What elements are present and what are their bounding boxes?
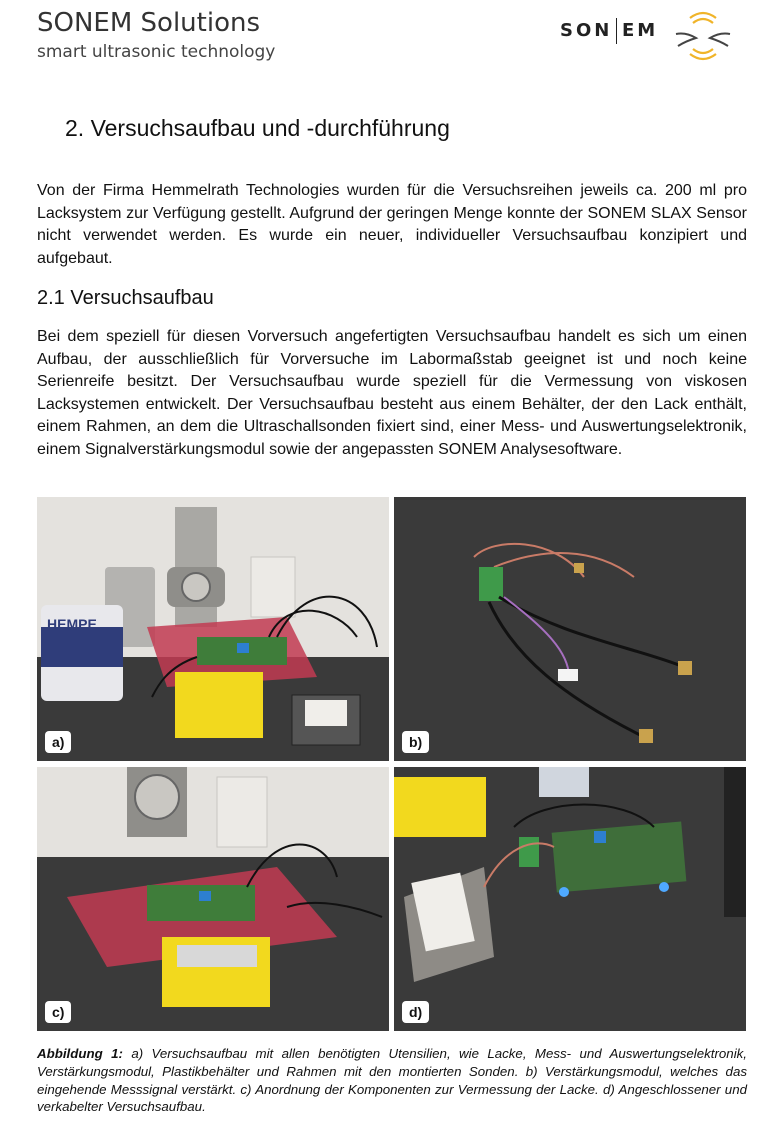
subsection-paragraph: Bei dem speziell für diesen Vorversuch angefertigten Versuchsaufbau handelt es sich um einen Aufbau, der ausschließlich für Vorversuche im Labormaßstab geeignet ist und noch keine Serienreife besitzt. Der Versuchsaufbau wurde speziell für die Vermessung von viskosen Lacksystemen entwickelt. Der Versuchsaufbau besteht aus einem Behälter, der den Lack enthält, einem Rahmen, an dem die Ultraschallsonden fixiert sind, einer Mess- und Auswertungselektronik, einem Signalverstärkungsmodul sowie der angepassten SONEM Analysesoftware. bbox=[37, 328, 747, 458]
sound-wave-icon bbox=[672, 10, 734, 62]
subsection-title: 2.1 Versuchsaufbau bbox=[37, 287, 214, 309]
photo-setup-overview bbox=[37, 497, 389, 761]
company-name: SONEM Solutions bbox=[37, 8, 261, 38]
section-title: 2. Versuchsaufbau und -durchführung bbox=[65, 115, 450, 141]
panel-label-d: d) bbox=[402, 1001, 429, 1023]
photo-amplifier-module bbox=[394, 497, 746, 761]
figure-1 bbox=[37, 497, 747, 1031]
logo-separator bbox=[616, 18, 617, 44]
figure-caption bbox=[37, 1045, 747, 1116]
intro-paragraph: Von der Firma Hemmelrath Technologies wurden für die Versuchsreihen jeweils ca. 200 ml pro Lacksystem zur Verfügung gestellt. Aufgrund der geringen Menge konnte der SONEM SLAX Sensor nicht verwendet werden. Es wurde ein neuer, individueller Versuchsaufbau konzipiert und aufgebaut. bbox=[37, 182, 747, 267]
sonem-logo bbox=[560, 10, 740, 62]
caption-label: Abbildung 1: bbox=[37, 1046, 123, 1061]
panel-label-a: a) bbox=[45, 731, 71, 753]
caption-text: a) Versuchsaufbau mit allen benötigten Utensilien, wie Lacke, Mess- und Auswertungselektronik, Verstärkungsmodul, Plastikbehälter und Rahmen mit den montierten Sonden. b) Verstärkungsmodul, welches das eingehende Messsignal verstärkt. c) Anordnung der Komponenten zur Vermessung der Lacke. d) Angeschlossener und verkabelter Versuchsaufbau. bbox=[37, 1046, 748, 1115]
figure-panel-d bbox=[394, 767, 746, 1031]
panel-label-b: b) bbox=[402, 731, 429, 753]
can-label: HEMPE bbox=[47, 616, 97, 632]
page-header bbox=[37, 8, 737, 63]
panel-label-c: c) bbox=[45, 1001, 71, 1023]
photo-wired-setup bbox=[394, 767, 746, 1031]
figure-panel-a bbox=[37, 497, 389, 761]
figure-panel-c bbox=[37, 767, 389, 1031]
figure-panel-b bbox=[394, 497, 746, 761]
logo-text-left: SON bbox=[560, 20, 613, 41]
logo-text-right: EM bbox=[622, 20, 659, 41]
photo-component-arrangement bbox=[37, 767, 389, 1031]
company-tagline: smart ultrasonic technology bbox=[37, 42, 276, 62]
